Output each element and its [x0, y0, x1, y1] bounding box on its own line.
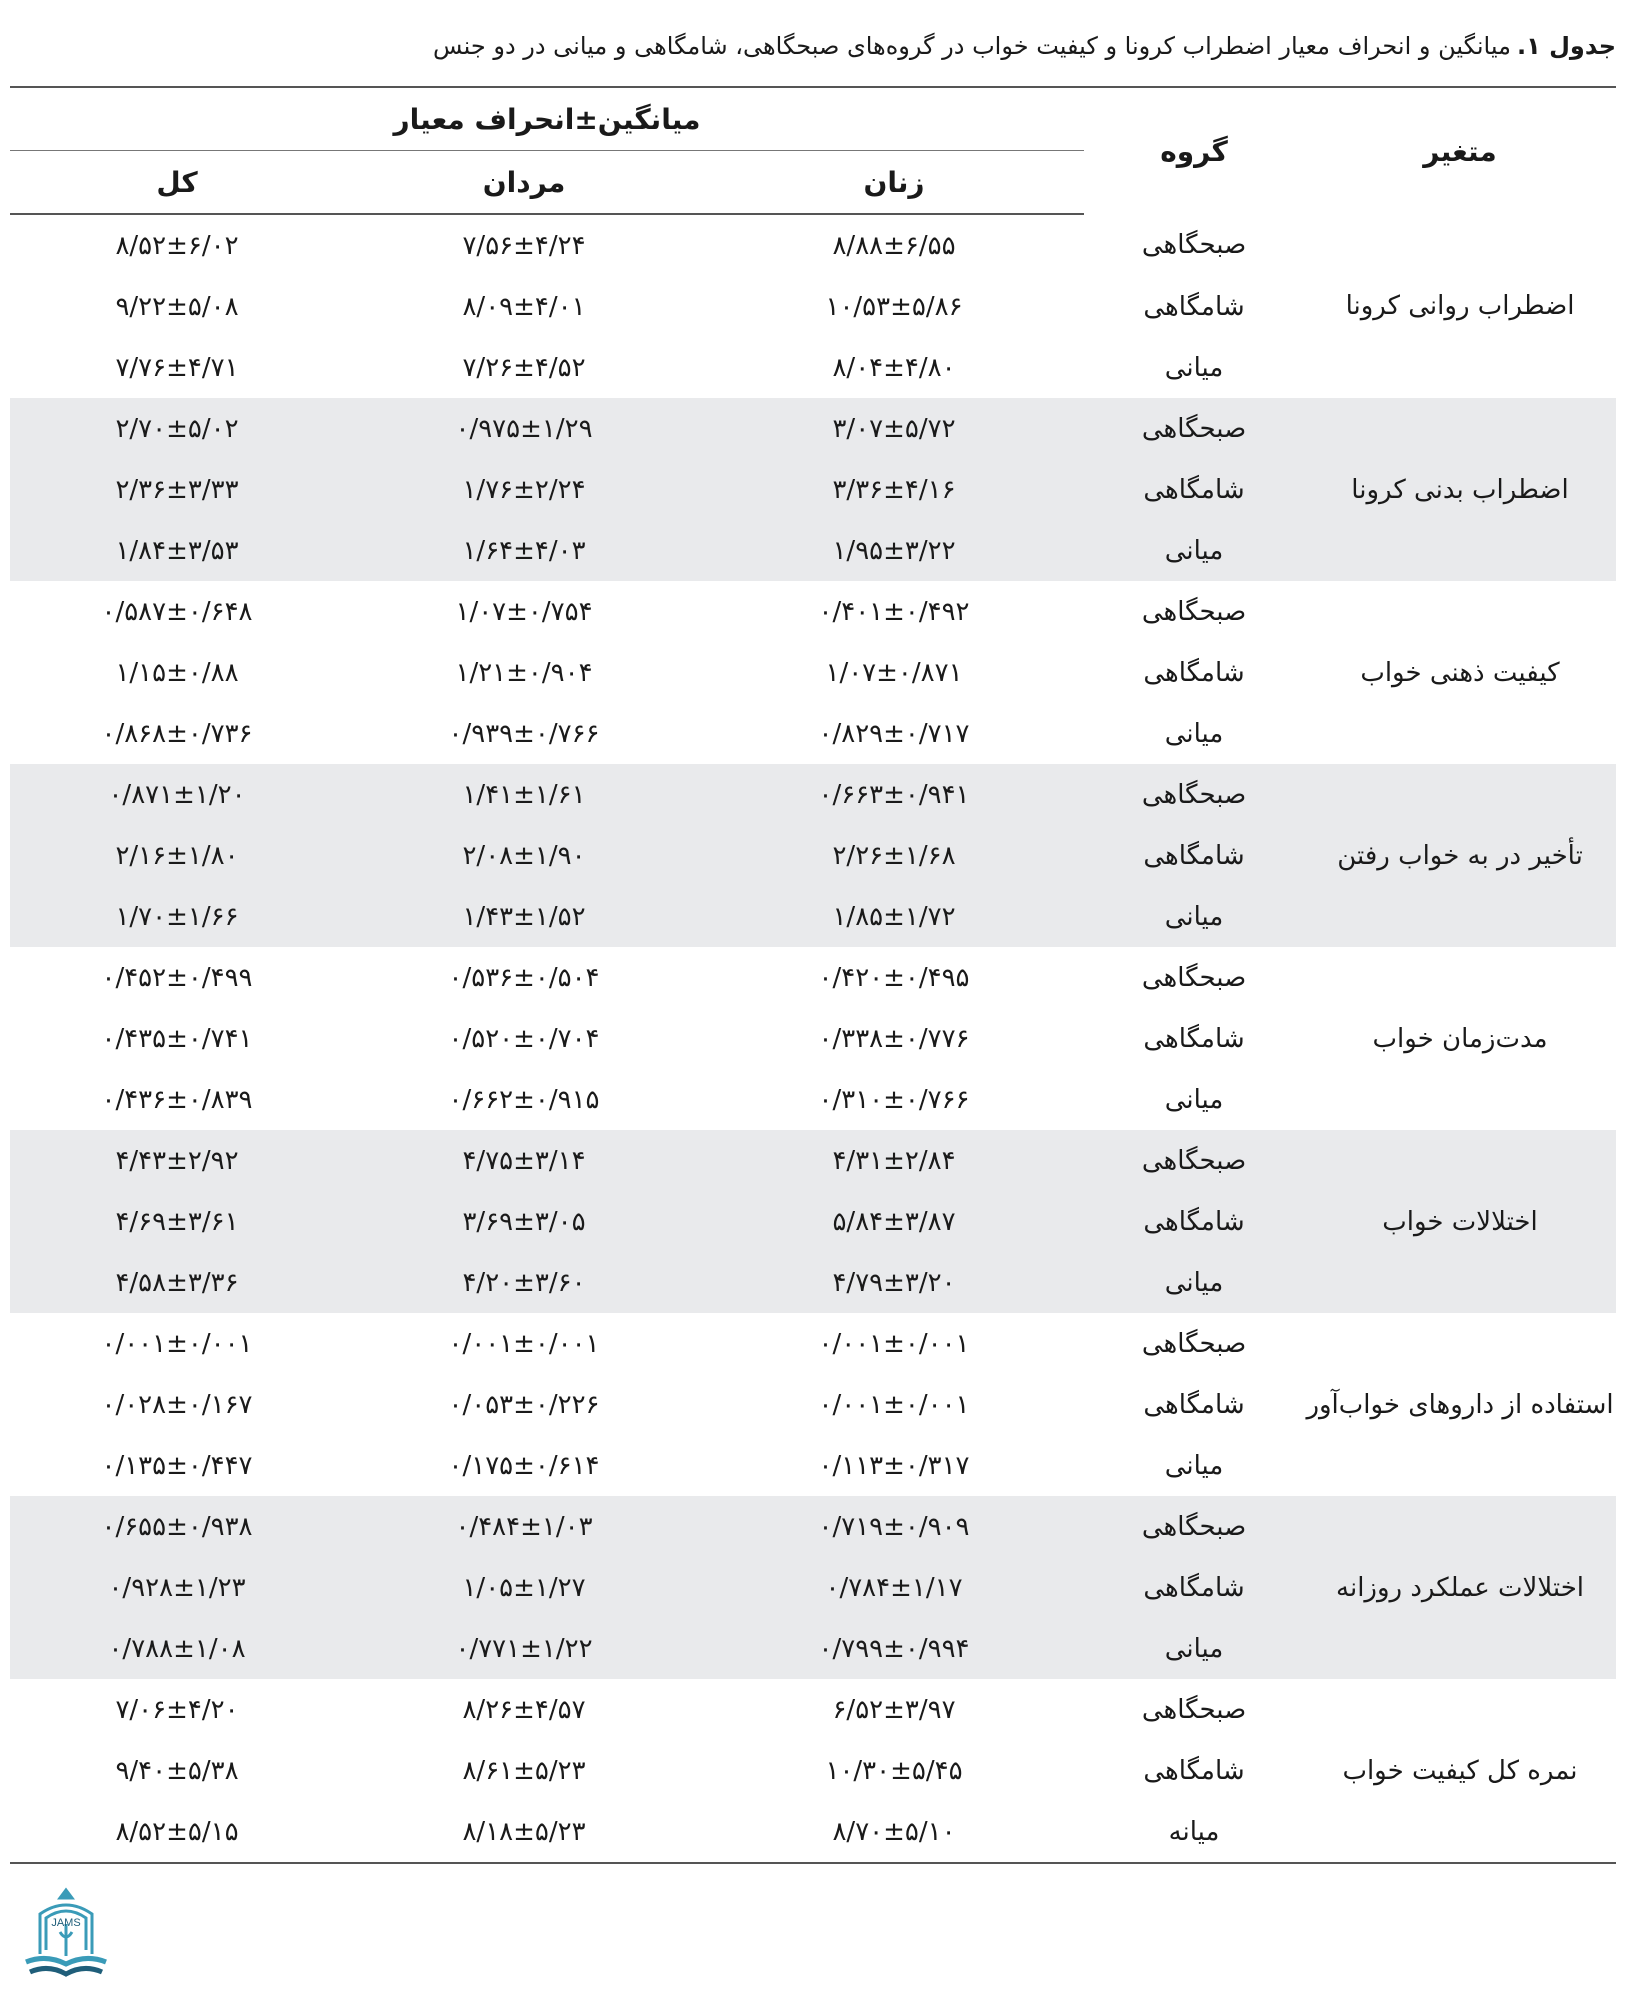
- table-row: [10, 398, 1616, 459]
- cell-women: ۱/۸۵±۱/۷۲: [704, 886, 1084, 947]
- header-women: زنان: [704, 151, 1084, 215]
- cell-group: میانی: [1084, 886, 1304, 947]
- data-table: [10, 86, 1616, 1864]
- cell-men: ۱/۰۵±۱/۲۷: [344, 1557, 704, 1618]
- cell-group: میانی: [1084, 520, 1304, 581]
- cell-total: ۰/۹۲۸±۱/۲۳: [10, 1557, 344, 1618]
- header-mean-sd: میانگین±انحراف معیار: [10, 87, 1084, 151]
- cell-variable: استفاده از داروهای خواب‌آور: [1306, 1389, 1614, 1420]
- cell-women: ۱/۰۷±۰/۸۷۱: [825, 657, 963, 688]
- cell-variable: اختلالات عملکرد روزانه: [1304, 1496, 1616, 1679]
- cell-group: شامگاهی: [1084, 1557, 1304, 1618]
- table-caption: [300, 24, 1616, 68]
- cell-total: ۲/۳۶±۳/۳۳: [10, 459, 344, 520]
- cell-group: صبحگاهی: [1141, 230, 1247, 260]
- cell-women: ۸/۸۸±۶/۵۵: [832, 230, 956, 261]
- cell-women: ۰/۷۱۹±۰/۹۰۹: [704, 1496, 1084, 1557]
- cell-men: ۲/۰۸±۱/۹۰: [344, 825, 704, 886]
- cell-total: ۰/۸۶۸±۰/۷۳۶: [101, 718, 253, 749]
- table-row: [10, 1130, 1616, 1191]
- table-row: [10, 764, 1616, 825]
- cell-group: صبحگاهی: [1084, 1130, 1304, 1191]
- cell-men: ۱/۴۳±۱/۵۲: [344, 886, 704, 947]
- logo-text: JAMS: [51, 1917, 81, 1929]
- cell-total: ۰/۸۷۱±۱/۲۰: [10, 764, 344, 825]
- cell-variable: اضطراب روانی کرونا: [1345, 291, 1575, 321]
- cell-men: ۰/۰۰۱±۰/۰۰۱: [448, 1328, 600, 1359]
- cell-total: ۰/۴۳۵±۰/۷۴۱: [101, 1023, 253, 1054]
- cell-women: ۰/۳۳۸±۰/۷۷۶: [818, 1023, 970, 1054]
- cell-men: ۸/۱۸±۵/۲۳: [344, 1801, 704, 1863]
- cell-men: ۰/۶۶۲±۰/۹۱۵: [448, 1084, 600, 1115]
- cell-total: ۹/۴۰±۵/۳۸: [115, 1755, 239, 1786]
- table-row: [10, 1496, 1616, 1557]
- cell-men: ۷/۵۶±۴/۲۴: [462, 230, 586, 261]
- caption-label: جدول ۱.: [1516, 32, 1616, 60]
- cell-total: ۲/۷۰±۵/۰۲: [10, 398, 344, 459]
- journal-logo-icon: [20, 1884, 112, 1984]
- cell-women: ۱۰/۳۰±۵/۴۵: [825, 1755, 963, 1786]
- cell-women: ۸/۷۰±۵/۱۰: [704, 1801, 1084, 1863]
- cell-group: صبحگاهی: [1141, 1694, 1247, 1725]
- cell-women: ۰/۷۹۹±۰/۹۹۴: [704, 1618, 1084, 1679]
- cell-total: ۴/۶۹±۳/۶۱: [10, 1191, 344, 1252]
- header-variable: متغیر: [1304, 87, 1616, 214]
- cell-men: ۸/۰۹±۴/۰۱: [462, 291, 586, 322]
- cell-group: صبحگاهی: [1084, 764, 1304, 825]
- cell-women: ۲/۲۶±۱/۶۸: [704, 825, 1084, 886]
- cell-women: ۰/۸۲۹±۰/۷۱۷: [818, 718, 970, 749]
- cell-women: ۴/۷۹±۳/۲۰: [704, 1252, 1084, 1313]
- cell-group: صبحگاهی: [1141, 596, 1247, 627]
- table-row: [10, 214, 1616, 276]
- cell-men: ۸/۶۱±۵/۲۳: [462, 1755, 586, 1786]
- cell-men: ۰/۷۷۱±۱/۲۲: [344, 1618, 704, 1679]
- cell-total: ۷/۷۶±۴/۷۱: [115, 352, 239, 383]
- cell-women: ۳/۰۷±۵/۷۲: [704, 398, 1084, 459]
- cell-group: شامگاهی: [1143, 1023, 1245, 1054]
- cell-group: شامگاهی: [1084, 459, 1304, 520]
- cell-men: ۱/۶۴±۴/۰۳: [344, 520, 704, 581]
- cell-men: ۰/۱۷۵±۰/۶۱۴: [448, 1450, 600, 1481]
- cell-group: صبحگاهی: [1084, 398, 1304, 459]
- table-row: [10, 1679, 1616, 1740]
- cell-women: ۰/۶۶۳±۰/۹۴۱: [704, 764, 1084, 825]
- cell-total: ۸/۵۲±۶/۰۲: [115, 230, 239, 261]
- cell-total: ۷/۰۶±۴/۲۰: [115, 1694, 239, 1725]
- cell-men: ۱/۰۷±۰/۷۵۴: [455, 596, 593, 627]
- cell-men: ۰/۵۲۰±۰/۷۰۴: [448, 1023, 600, 1054]
- cell-women: ۰/۰۰۱±۰/۰۰۱: [818, 1328, 970, 1359]
- cell-women: ۰/۰۰۱±۰/۰۰۱: [818, 1389, 970, 1420]
- cell-men: ۱/۷۶±۲/۲۴: [344, 459, 704, 520]
- cell-total: ۰/۱۳۵±۰/۴۴۷: [101, 1450, 253, 1481]
- table-row: [10, 1313, 1616, 1374]
- header-total: کل: [10, 151, 344, 215]
- cell-total: ۱/۷۰±۱/۶۶: [10, 886, 344, 947]
- cell-men: ۳/۶۹±۳/۰۵: [344, 1191, 704, 1252]
- cell-women: ۴/۳۱±۲/۸۴: [704, 1130, 1084, 1191]
- cell-women: ۰/۳۱۰±۰/۷۶۶: [818, 1084, 970, 1115]
- cell-variable: اضطراب بدنی کرونا: [1304, 398, 1616, 581]
- table-row: [10, 581, 1616, 642]
- cell-total: ۰/۴۳۶±۰/۸۳۹: [101, 1084, 253, 1115]
- cell-women: ۱/۹۵±۳/۲۲: [704, 520, 1084, 581]
- cell-women: ۳/۳۶±۴/۱۶: [704, 459, 1084, 520]
- cell-variable: تأخیر در به خواب رفتن: [1304, 764, 1616, 947]
- cell-total: ۰/۵۸۷±۰/۶۴۸: [101, 596, 253, 627]
- cell-group: میانی: [1084, 1252, 1304, 1313]
- cell-group: شامگاهی: [1084, 1191, 1304, 1252]
- cell-group: شامگاهی: [1143, 657, 1245, 688]
- cell-men: ۷/۲۶±۴/۵۲: [462, 352, 586, 383]
- cell-women: ۰/۱۱۳±۰/۳۱۷: [818, 1450, 970, 1481]
- table-body: [10, 214, 1616, 1863]
- cell-men: ۰/۹۳۹±۰/۷۶۶: [448, 718, 600, 749]
- cell-group: میانی: [1164, 352, 1224, 383]
- cell-men: ۴/۷۵±۳/۱۴: [344, 1130, 704, 1191]
- cell-total: ۰/۰۲۸±۰/۱۶۷: [101, 1389, 253, 1420]
- cell-men: ۰/۰۵۳±۰/۲۲۶: [448, 1389, 600, 1420]
- cell-group: شامگاهی: [1143, 1755, 1245, 1786]
- header-group: گروه: [1084, 87, 1304, 214]
- cell-variable: مدت‌زمان خواب: [1372, 1023, 1548, 1054]
- cell-men: ۱/۲۱±۰/۹۰۴: [455, 657, 593, 688]
- cell-men: ۴/۲۰±۳/۶۰: [344, 1252, 704, 1313]
- cell-group: میانی: [1164, 1450, 1224, 1481]
- cell-women: ۰/۷۸۴±۱/۱۷: [704, 1557, 1084, 1618]
- cell-group: میانه: [1084, 1801, 1304, 1863]
- cell-total: ۴/۵۸±۳/۳۶: [10, 1252, 344, 1313]
- cell-variable: نمره کل کیفیت خواب: [1304, 1679, 1616, 1863]
- cell-variable: اختلالات خواب: [1304, 1130, 1616, 1313]
- cell-total: ۹/۲۲±۵/۰۸: [115, 291, 239, 322]
- cell-total: ۰/۰۰۱±۰/۰۰۱: [101, 1328, 253, 1359]
- cell-group: میانی: [1084, 1618, 1304, 1679]
- cell-men: ۰/۵۳۶±۰/۵۰۴: [448, 962, 600, 993]
- header-men: مردان: [344, 151, 704, 215]
- cell-women: ۰/۴۲۰±۰/۴۹۵: [818, 962, 970, 993]
- cell-total: ۰/۴۵۲±۰/۴۹۹: [101, 962, 253, 993]
- cell-group: شامگاهی: [1084, 825, 1304, 886]
- cell-women: ۰/۴۰۱±۰/۴۹۲: [818, 596, 970, 627]
- cell-women: ۸/۰۴±۴/۸۰: [832, 352, 956, 383]
- cell-women: ۱۰/۵۳±۵/۸۶: [825, 291, 963, 322]
- cell-women: ۵/۸۴±۳/۸۷: [704, 1191, 1084, 1252]
- cell-men: ۰/۹۷۵±۱/۲۹: [344, 398, 704, 459]
- cell-group: شامگاهی: [1143, 1389, 1245, 1420]
- cell-total: ۱/۸۴±۳/۵۳: [10, 520, 344, 581]
- cell-total: ۰/۷۸۸±۱/۰۸: [10, 1618, 344, 1679]
- cell-group: صبحگاهی: [1141, 1328, 1247, 1359]
- cell-variable: کیفیت ذهنی خواب: [1360, 657, 1560, 688]
- cell-total: ۱/۱۵±۰/۸۸: [115, 657, 239, 688]
- cell-group: میانی: [1164, 718, 1224, 749]
- table-row: [10, 947, 1616, 1008]
- cell-total: ۸/۵۲±۵/۱۵: [10, 1801, 344, 1863]
- cell-group: میانی: [1164, 1084, 1224, 1115]
- cell-total: ۴/۴۳±۲/۹۲: [10, 1130, 344, 1191]
- caption-text: میانگین و انحراف معیار اضطراب کرونا و کیفیت خواب در گروه‌های صبحگاهی، شامگاهی و میانی در دو جنس: [433, 32, 1511, 60]
- cell-group: صبحگاهی: [1141, 962, 1247, 993]
- cell-men: ۰/۴۸۴±۱/۰۳: [344, 1496, 704, 1557]
- cell-men: ۸/۲۶±۴/۵۷: [462, 1694, 586, 1725]
- cell-group: شامگاهی: [1143, 291, 1245, 322]
- cell-total: ۲/۱۶±۱/۸۰: [10, 825, 344, 886]
- cell-group: صبحگاهی: [1084, 1496, 1304, 1557]
- cell-women: ۶/۵۲±۳/۹۷: [832, 1694, 956, 1725]
- cell-total: ۰/۶۵۵±۰/۹۳۸: [10, 1496, 344, 1557]
- cell-men: ۱/۴۱±۱/۶۱: [344, 764, 704, 825]
